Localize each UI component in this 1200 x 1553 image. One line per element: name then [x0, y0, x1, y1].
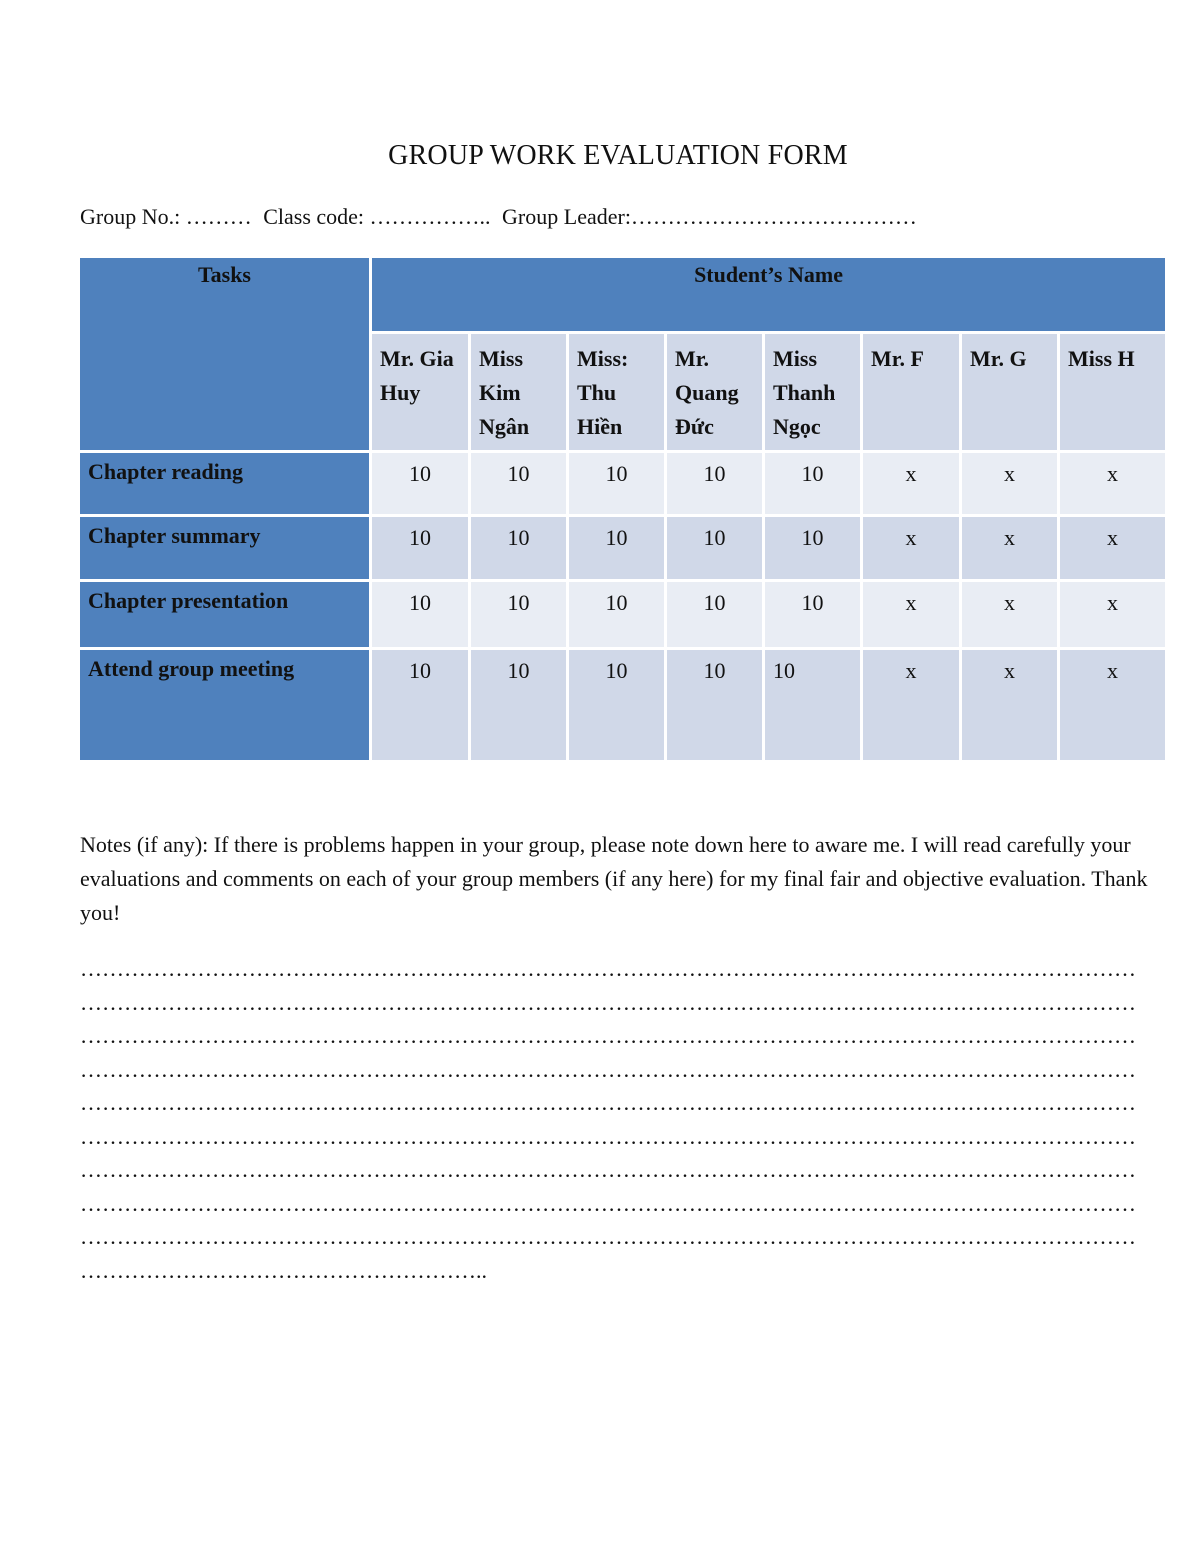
dotted-line: ………………………………………………………………………………………………………………………………	[80, 1224, 1136, 1249]
form-meta-line	[80, 204, 923, 230]
score-cell[interactable]: x	[863, 517, 959, 579]
score-cell[interactable]: 10	[471, 582, 566, 647]
notes-writing-area[interactable]	[80, 952, 1160, 1287]
student-name: Mr. F	[863, 334, 959, 450]
score-cell[interactable]: 10	[667, 453, 762, 514]
task-label: Attend group meeting	[80, 650, 369, 760]
score-cell[interactable]: 10	[667, 582, 762, 647]
task-label: Chapter summary	[80, 517, 369, 579]
score-cell[interactable]: 10	[569, 582, 664, 647]
score-cell[interactable]: 10	[765, 582, 860, 647]
table-row	[80, 517, 1165, 579]
score-cell[interactable]: 10	[372, 453, 468, 514]
dotted-line: ………………………………………………………………………………………………………………………………	[80, 1190, 1136, 1216]
table-row	[80, 582, 1165, 647]
score-cell[interactable]: 10	[667, 517, 762, 579]
evaluation-table	[77, 255, 1168, 763]
score-cell[interactable]: x	[962, 650, 1057, 760]
score-cell[interactable]: 10	[372, 650, 468, 760]
student-name: Miss Kim Ngân	[471, 334, 566, 450]
score-cell[interactable]: 10	[569, 517, 664, 579]
score-cell[interactable]: x	[863, 453, 959, 514]
tasks-header: Tasks	[80, 258, 369, 450]
score-cell[interactable]: 10	[372, 582, 468, 647]
student-name: Mr. Quang Đức	[667, 334, 762, 450]
dotted-line: ………………………………………………………………………………………………………………………………	[80, 956, 1136, 981]
student-name: Miss Thanh Ngọc	[765, 334, 860, 450]
score-cell[interactable]: 10	[372, 517, 468, 579]
score-cell[interactable]: x	[863, 582, 959, 647]
dotted-line: ………………………………………………………………………………………………………………………………	[80, 1157, 1136, 1182]
score-cell[interactable]: x	[1060, 453, 1165, 514]
task-label: Chapter presentation	[80, 582, 369, 647]
notes-paragraph: Notes (if any): If there is problems happen in your group, please note down here to aware me. I will read carefully your evaluations and comments on each of your group members (if any here) for my final fair and objective evaluation. Thank you!	[80, 832, 1148, 925]
score-cell[interactable]: x	[1060, 650, 1165, 760]
student-name: Mr. Gia Huy	[372, 334, 468, 450]
dotted-line: ………………………………………………………………………………………………………………………………	[80, 1023, 1136, 1048]
score-cell[interactable]: 10	[569, 453, 664, 514]
table-row	[80, 650, 1165, 760]
score-cell[interactable]: 10	[667, 650, 762, 760]
score-cell[interactable]: x	[1060, 517, 1165, 579]
score-cell[interactable]: x	[962, 517, 1057, 579]
page-title: GROUP WORK EVALUATION FORM	[388, 140, 848, 171]
score-cell[interactable]: x	[962, 453, 1057, 514]
score-cell[interactable]: 10	[471, 453, 566, 514]
score-cell[interactable]: 10	[569, 650, 664, 760]
score-cell[interactable]: x	[962, 582, 1057, 647]
dotted-line: ………………………………………………………………………………………………………………………………	[80, 989, 1136, 1015]
dotted-line: ………………………………………………..	[80, 1257, 487, 1283]
student-name: Miss: Thu Hiền	[569, 334, 664, 450]
student-name: Miss H	[1060, 334, 1165, 450]
student-name: Mr. G	[962, 334, 1057, 450]
score-cell[interactable]: 10	[471, 517, 566, 579]
class-code-field[interactable]: Class code: ……………..	[263, 204, 491, 229]
score-cell[interactable]: 10	[765, 453, 860, 514]
table-row	[80, 453, 1165, 514]
dotted-line: ………………………………………………………………………………………………………………………………	[80, 1090, 1136, 1115]
score-cell[interactable]: x	[863, 650, 959, 760]
students-header: Student’s Name	[372, 258, 1165, 331]
dotted-line: ………………………………………………………………………………………………………………………………	[80, 1123, 1136, 1149]
score-cell[interactable]: 10	[765, 517, 860, 579]
dotted-line: ………………………………………………………………………………………………………………………………	[80, 1056, 1136, 1082]
score-cell[interactable]: x	[1060, 582, 1165, 647]
score-cell[interactable]: 10	[471, 650, 566, 760]
group-no-field[interactable]: Group No.: ………	[80, 204, 252, 229]
score-cell[interactable]: 10	[765, 650, 860, 760]
task-label: Chapter reading	[80, 453, 369, 514]
group-leader-field[interactable]: Group Leader:…………………………………	[502, 204, 917, 229]
